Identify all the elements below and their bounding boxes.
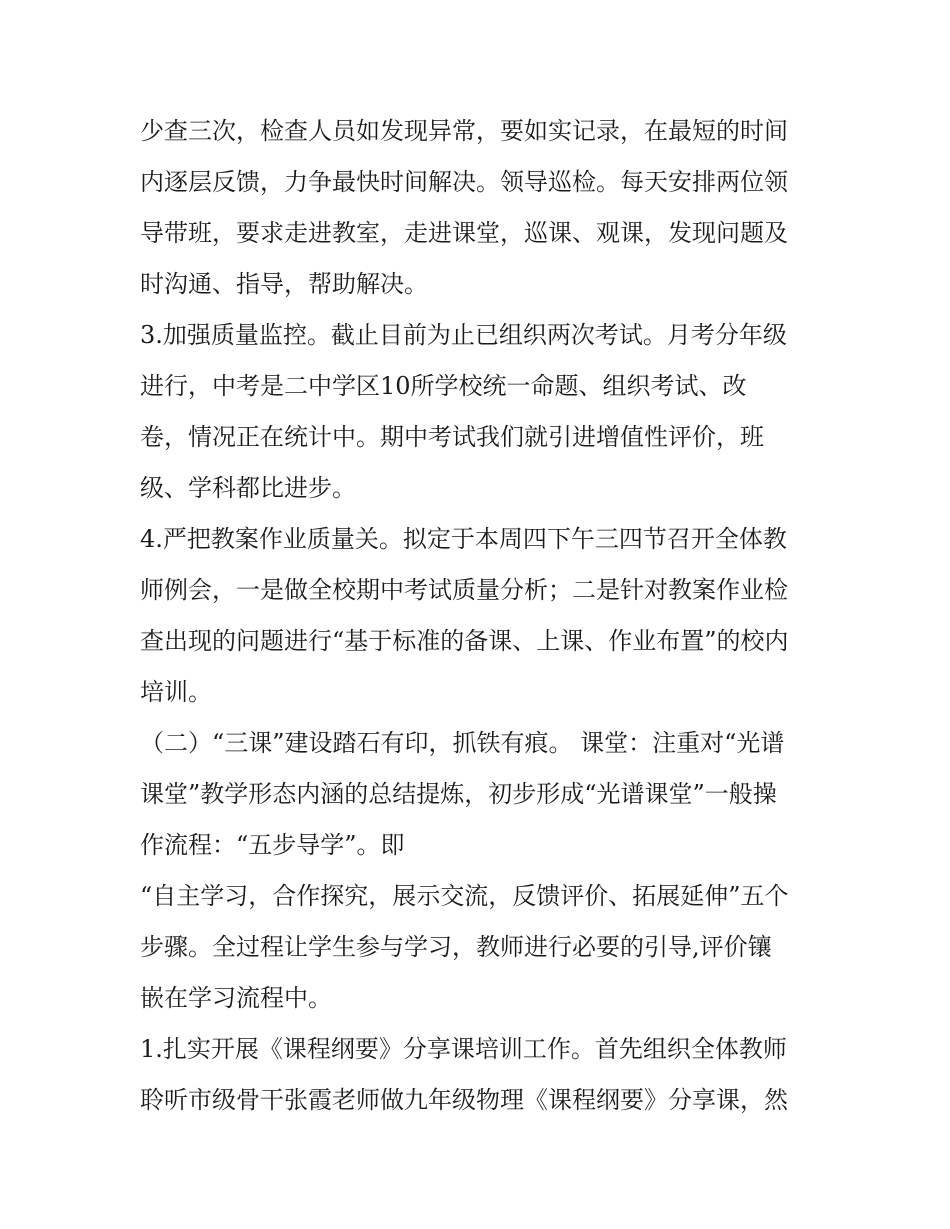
text-line: “自主学习，合作探究，展示交流，反馈评价、拓展延伸”五个 bbox=[140, 882, 789, 910]
document-body bbox=[140, 106, 830, 1126]
text-line: 级、学科都比进步。 bbox=[140, 474, 356, 502]
text-line: 1.扎实开展《课程纲要》分享课培训工作。首先组织全体教师 bbox=[140, 1035, 787, 1063]
text-line: 导带班，要求走进教室，走进课堂，巡课、观课，发现问题及 bbox=[140, 219, 788, 247]
text-line: 卷，情况正在统计中。期中考试我们就引进增值性评价，班 bbox=[140, 423, 764, 451]
text-line: 聆听市级骨干张霞老师做九年级物理《课程纲要》分享课，然 bbox=[140, 1086, 788, 1114]
text-line: （二）“三课”建设踏石有印，抓铁有痕。 课堂：注重对“光谱 bbox=[140, 729, 785, 757]
text-line: 嵌在学习流程中。 bbox=[140, 984, 332, 1012]
text-line: 时沟通、指导，帮助解决。 bbox=[140, 270, 428, 298]
text-line: 3.加强质量监控。截止目前为止已组织两次考试。月考分年级 bbox=[140, 321, 787, 349]
text-line: 步骤。全过程让学生参与学习，教师进行必要的引导,评价镶 bbox=[140, 933, 772, 961]
text-line: 课堂”教学形态内涵的总结提炼，初步形成“光谱课堂”一般操 bbox=[140, 780, 777, 808]
text-line: 师例会，一是做全校期中考试质量分析；二是针对教案作业检 bbox=[140, 576, 788, 604]
text-line: 培训。 bbox=[140, 678, 212, 706]
text-line: 作流程：“五步导学”。即 bbox=[140, 831, 405, 859]
text-line: 进行，中考是二中学区10所学校统一命题、组织考试、改 bbox=[140, 372, 747, 400]
text-line: 少查三次，检查人员如发现异常，要如实记录，在最短的时间 bbox=[140, 117, 788, 145]
text-line: 查出现的问题进行“基于标准的备课、上课、作业布置”的校内 bbox=[140, 627, 789, 655]
text-line: 4.严把教案作业质量关。拟定于本周四下午三四节召开全体教 bbox=[140, 525, 787, 553]
text-line: 内逐层反馈，力争最快时间解决。领导巡检。每天安排两位领 bbox=[140, 168, 788, 196]
